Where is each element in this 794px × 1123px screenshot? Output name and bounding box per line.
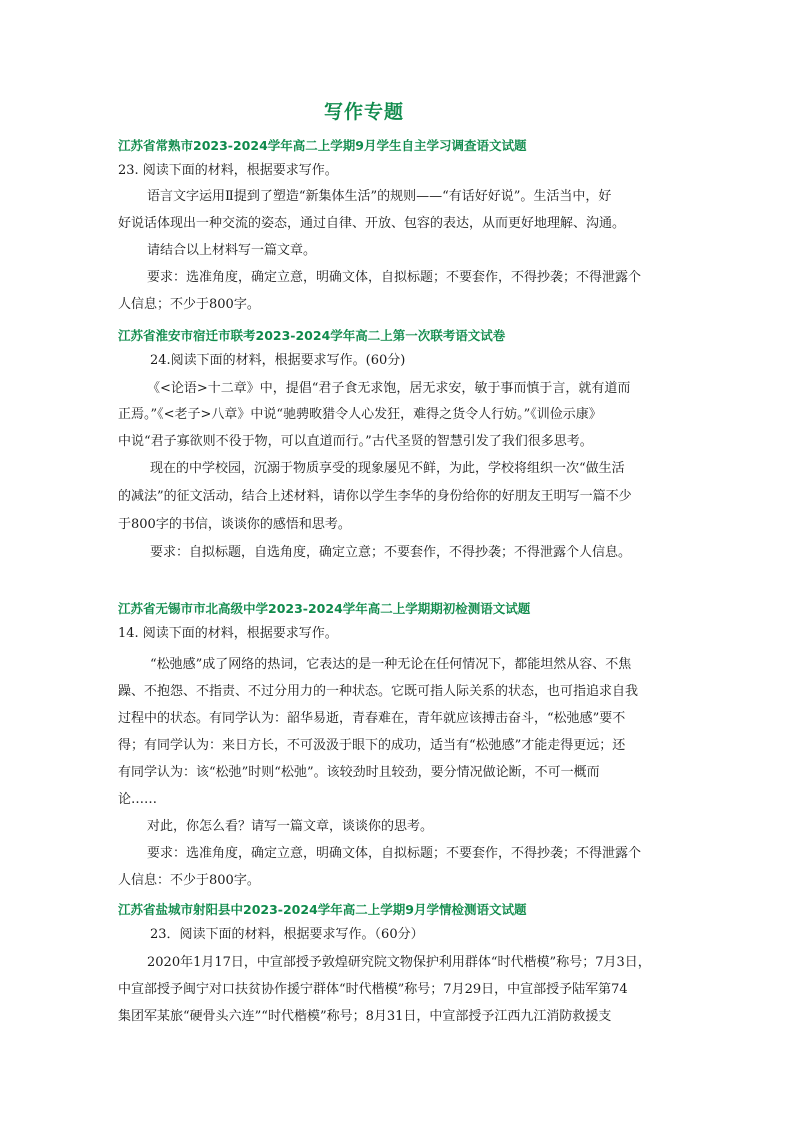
body-line: 于800字的书信，谈谈你的感悟和思考。 <box>118 517 351 532</box>
body-line: 躁、不抱怨、不指责、不过分用力的一种状态。它既可指人际关系的状态，也可指追求自我 <box>118 684 639 699</box>
question-line: 14. 阅读下面的材料，根据要求写作。 <box>118 626 338 641</box>
section-heading-changshu: 江苏省常熟市2023-2024学年高二上学期9月学生自主学习调查语文试题 <box>118 138 527 153</box>
body-line: 得；有同学认为：来日方长，不可汲汲于眼下的成功，适当有“松弛感”才能走得更远；还 <box>118 738 626 753</box>
body-line: 过程中的状态。有同学认为：韶华易逝，青春难在，青年就应该搏击奋斗，“松弛感”要不 <box>118 711 626 726</box>
question-line: 23．阅读下面的材料，根据要求写作。（60分） <box>150 927 424 942</box>
body-line: 《<论语>十二章》中，提倡“君子食无求饱，居无求安，敏于事而慎于言，就有道而 <box>147 381 631 396</box>
body-line: 语言文字运用Ⅱ提到了塑造“新集体生活”的规则——“有话好好说”。生活当中，好 <box>147 189 612 204</box>
requirement-line: 要求：选准角度，确定立意，明确文体，自拟标题；不要套作，不得抄袭；不得泄露个 <box>147 270 642 285</box>
body-line: 中宣部授予闽宁对口扶贫协作援宁群体“时代楷模”称号；7月29日，中宣部授予陆军第74 <box>118 982 628 997</box>
requirement-line: 人信息；不少于800字。 <box>118 297 260 312</box>
section-heading-yancheng: 江苏省盐城市射阳县中2023-2024学年高二上学期9月学情检测语文试题 <box>118 902 527 917</box>
question-line: 23. 阅读下面的材料，根据要求写作。 <box>118 163 338 178</box>
body-line: “松弛感”成了网络的热词，它表达的是一种无论在任何情况下，都能坦然从容、不焦 <box>150 657 632 672</box>
body-line: 现在的中学校园，沉溺于物质享受的现象屡见不鲜，为此，学校将组织一次“做生活 <box>150 461 625 476</box>
body-line: 论…… <box>118 792 158 807</box>
requirement-line: 人信息：不少于800字。 <box>118 873 260 888</box>
body-line: 中说“君子寡欲则不役于物，可以直道而行。”古代圣贤的智慧引发了我们很多思考。 <box>118 434 593 449</box>
body-line: 的减法”的征文活动，结合上述材料，请你以学生李华的身份给你的好朋友王明写一篇不少 <box>118 489 632 504</box>
body-line: 集团军某旅“硬骨头六连”“时代楷模”称号；8月31日，中宣部授予江西九江消防救援支 <box>118 1009 612 1024</box>
body-line: 2020年1月17日，中宣部授予敦煌研究院文物保护利用群体“时代楷模”称号；7月3日， <box>147 955 651 970</box>
body-line: 有同学认为：该“松弛”时则“松弛”。该较劲时且较劲，要分情况做论断，不可一概而 <box>118 765 600 780</box>
section-heading-wuxi: 江苏省无锡市市北高级中学2023-2024学年高二上学期期初检测语文试题 <box>118 601 531 616</box>
page-title: 写作专题 <box>323 101 404 123</box>
body-line: 正焉。”《<老子>八章》中说“驰骋畋猎令人心发狂，难得之货令人行妨。”《训俭示康》 <box>118 407 602 422</box>
requirement-line: 要求：自拟标题，自选角度，确定立意；不要套作，不得抄袭；不得泄露个人信息。 <box>150 545 632 560</box>
section-heading-huaian: 江苏省淮安市宿迁市联考2023-2024学年高二上第一次联考语文试卷 <box>118 328 506 343</box>
question-line: 24.阅读下面的材料，根据要求写作。(60分) <box>150 353 406 368</box>
body-line: 对此，你怎么看？请写一篇文章，谈谈你的思考。 <box>147 819 434 834</box>
body-line: 请结合以上材料写一篇文章。 <box>147 243 317 258</box>
body-line: 好说话体现出一种交流的姿态，通过自律、开放、包容的表达，从而更好地理解、沟通。 <box>118 216 626 231</box>
requirement-line: 要求：选准角度，确定立意，明确文体，自拟标题；不要套作，不得抄袭；不得泄露个 <box>147 846 642 861</box>
